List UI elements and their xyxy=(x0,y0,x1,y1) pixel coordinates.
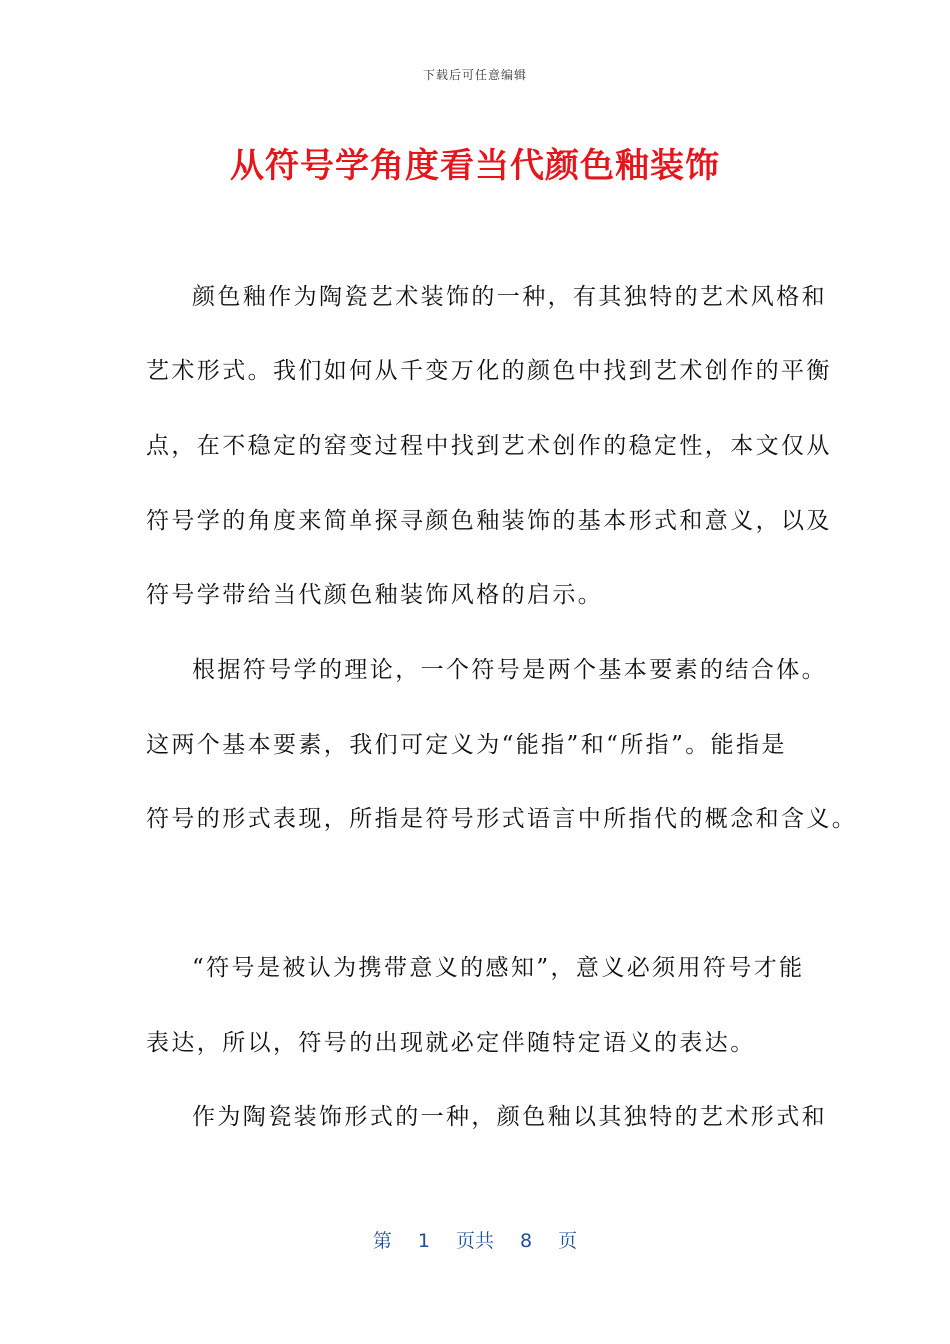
paragraph-line: 艺术形式。我们如何从千变万化的颜色中找到艺术创作的平衡 xyxy=(146,358,832,384)
page-total: 8 xyxy=(520,1230,533,1252)
paragraph-line: 符号的形式表现，所指是符号形式语言中所指代的概念和含义。 xyxy=(146,806,858,832)
paragraph-line: 作为陶瓷装饰形式的一种，颜色釉以其独特的艺术形式和 xyxy=(192,1104,827,1130)
document-title: 从符号学角度看当代颜色釉装饰 xyxy=(230,146,720,186)
paragraph-line: 颜色釉作为陶瓷艺术装饰的一种，有其独特的艺术风格和 xyxy=(192,284,827,310)
page-suffix: 页 xyxy=(558,1230,578,1252)
page-number: 1 xyxy=(417,1230,430,1252)
paragraph-line: 点，在不稳定的窑变过程中找到艺术创作的稳定性，本文仅从 xyxy=(146,433,832,459)
page-footer xyxy=(0,1226,950,1253)
paragraph-line: 符号学的角度来简单探寻颜色釉装饰的基本形式和意义，以及 xyxy=(146,508,832,534)
paragraph-line: 表达，所以，符号的出现就必定伴随特定语义的表达。 xyxy=(146,1030,756,1056)
paragraph-line: “符号是被认为携带意义的感知”，意义必须用符号才能 xyxy=(192,955,805,981)
paragraph-line: 这两个基本要素，我们可定义为“能指”和“所指”。能指是 xyxy=(146,732,787,758)
paragraph-line: 符号学带给当代颜色釉装饰风格的启示。 xyxy=(146,582,604,608)
paragraph-line: 根据符号学的理论，一个符号是两个基本要素的结合体。 xyxy=(192,657,827,683)
header-note: 下载后可任意编辑 xyxy=(422,68,527,82)
page-middle: 页共 xyxy=(455,1230,494,1252)
page-prefix: 第 xyxy=(372,1230,392,1252)
